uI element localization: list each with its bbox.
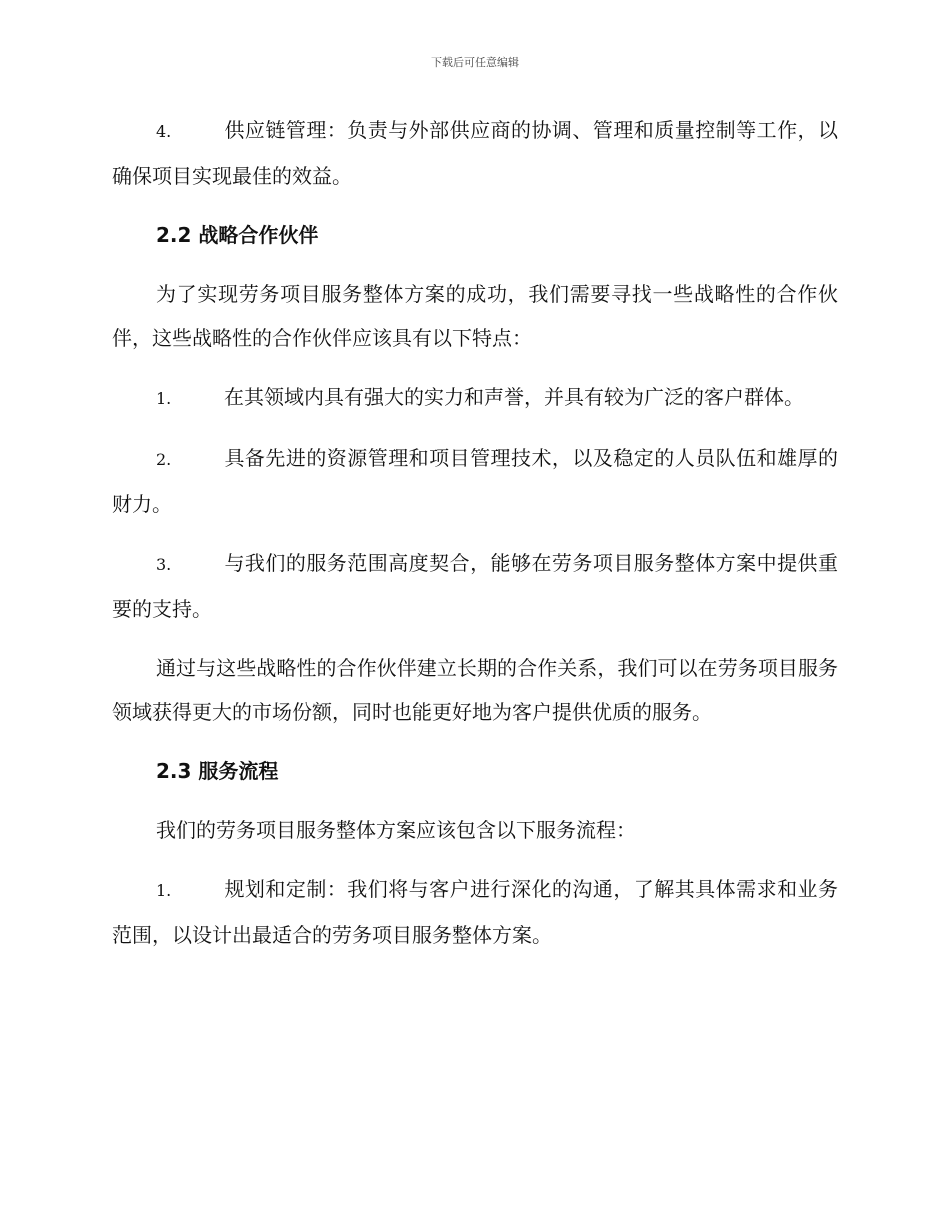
list-number: 1. bbox=[156, 389, 172, 408]
paragraph: 我们的劳务项目服务整体方案应该包含以下服务流程： bbox=[156, 818, 636, 842]
list-item bbox=[112, 541, 838, 631]
page-header: 下载后可任意编辑 bbox=[431, 56, 519, 69]
list-number: 3. bbox=[156, 555, 172, 574]
section-heading: 2.3 服务流程 bbox=[156, 759, 279, 783]
paragraph: 通过与这些战略性的合作伙伴建立长期的合作关系，我们可以在劳务项目服务领域获得更大的市场份额，同时也能更好地为客户提供优质的服务。 bbox=[112, 656, 838, 724]
list-item bbox=[112, 436, 838, 526]
list-number: 1. bbox=[156, 881, 172, 900]
list-text: 与我们的服务范围高度契合，能够在劳务项目服务整体方案中提供重要的支持。 bbox=[112, 551, 838, 621]
list-number: 4. bbox=[156, 122, 172, 141]
paragraph: 为了实现劳务项目服务整体方案的成功，我们需要寻找一些战略性的合作伙伴，这些战略性的合作伙伴应该具有以下特点： bbox=[112, 282, 838, 350]
list-item bbox=[112, 867, 838, 957]
list-text: 规划和定制：我们将与客户进行深化的沟通，了解其具体需求和业务范围，以设计出最适合的劳务项目服务整体方案。 bbox=[112, 877, 838, 947]
list-item bbox=[112, 108, 838, 198]
list-text: 供应链管理：负责与外部供应商的协调、管理和质量控制等工作，以确保项目实现最佳的效益。 bbox=[112, 118, 838, 188]
document-body bbox=[112, 108, 838, 972]
list-number: 2. bbox=[156, 450, 172, 469]
list-text: 具备先进的资源管理和项目管理技术，以及稳定的人员队伍和雄厚的财力。 bbox=[112, 446, 838, 516]
section-heading: 2.2 战略合作伙伴 bbox=[156, 223, 319, 247]
list-item bbox=[112, 375, 838, 421]
list-text: 在其领域内具有强大的实力和声誉，并具有较为广泛的客户群体。 bbox=[224, 385, 804, 409]
